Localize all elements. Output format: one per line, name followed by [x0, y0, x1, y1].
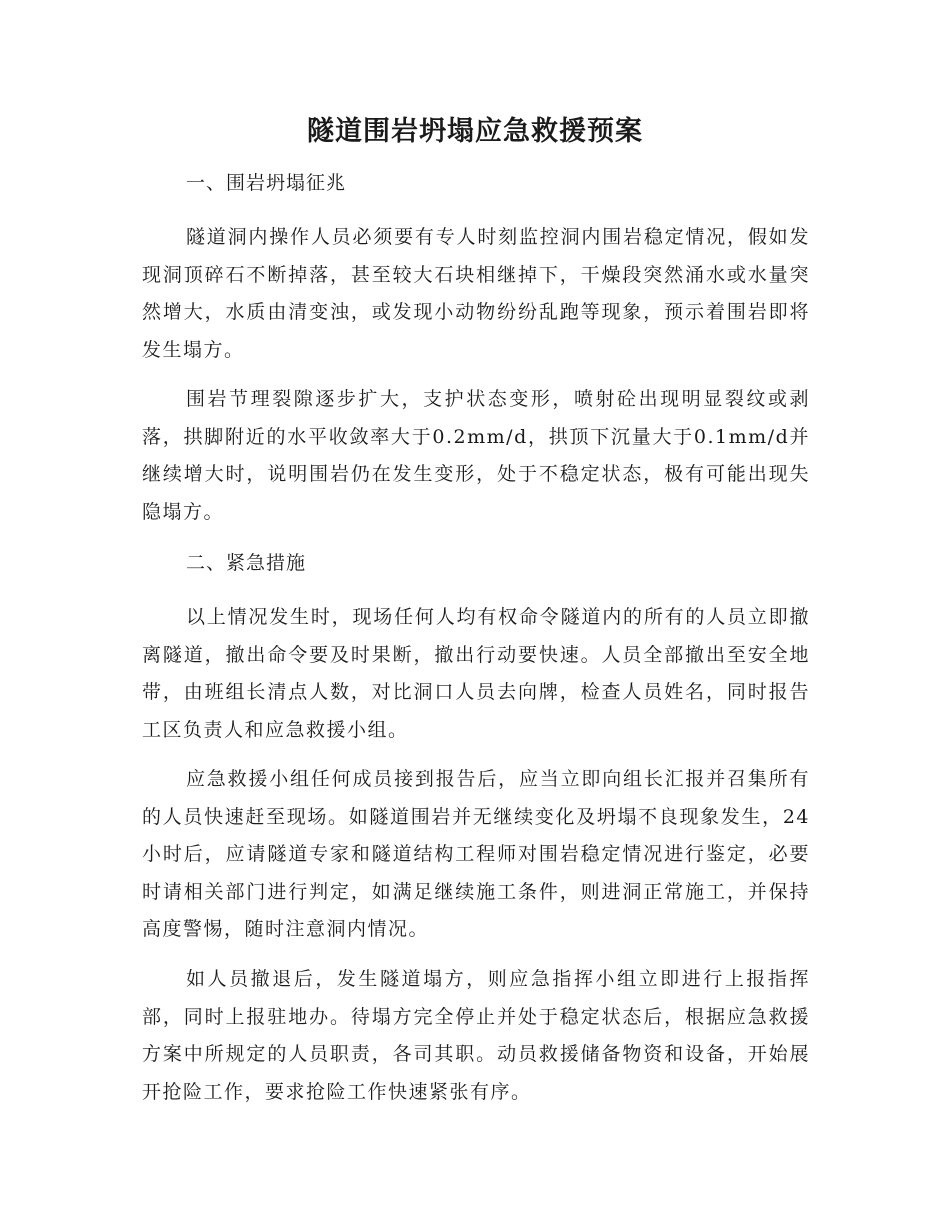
paragraph-2-1: 以上情况发生时，现场任何人均有权命令隧道内的所有的人员立即撤离隧道，撤出命令要及时果断，撤出行动要快速。人员全部撤出至安全地带，由班组长清点人数，对比洞口人员去向牌，检查人员姓名，同时报告工区负责人和应急救援小组。	[142, 606, 810, 741]
paragraph-1-1: 隧道洞内操作人员必须要有专人时刻监控洞内围岩稳定情况，假如发现洞顶碎石不断掉落，甚至较大石块相继掉下，干燥段突然涌水或水量突然增大，水质由清变浊，或发现小动物纷纷乱跑等现象，预示着围岩即将发生塌方。	[142, 226, 810, 361]
page-title: 隧道围岩坍塌应急救援预案	[307, 116, 643, 147]
paragraph-2-2: 应急救援小组任何成员接到报告后，应当立即向组长汇报并召集所有的人员快速赶至现场。如隧道围岩并无继续变化及坍塌不良现象发生，24小时后，应请隧道专家和隧道结构工程师对围岩稳定情况进行鉴定，必要时请相关部门进行判定，如满足继续施工条件，则进洞正常施工，并保持高度警惕，随时注意洞内情况。	[142, 768, 810, 940]
paragraph-2-3: 如人员撤退后，发生隧道塌方，则应急指挥小组立即进行上报指挥部，同时上报驻地办。待塌方完全停止并处于稳定状态后，根据应急救援方案中所规定的人员职责，各司其职。动员救援储备物资和设备，开始展开抢险工作，要求抢险工作快速紧张有序。	[142, 968, 810, 1103]
section-heading-2: 二、紧急措施	[186, 552, 307, 574]
paragraph-1-2: 围岩节理裂隙逐步扩大，支护状态变形，喷射砼出现明显裂纹或剥落，拱脚附近的水平收敛率大于0.2mm/d，拱顶下沉量大于0.1mm/d并继续增大时，说明围岩仍在发生变形，处于不稳定状态，极有可能出现失隐塌方。	[142, 388, 810, 523]
section-heading-1: 一、围岩坍塌征兆	[186, 172, 347, 194]
